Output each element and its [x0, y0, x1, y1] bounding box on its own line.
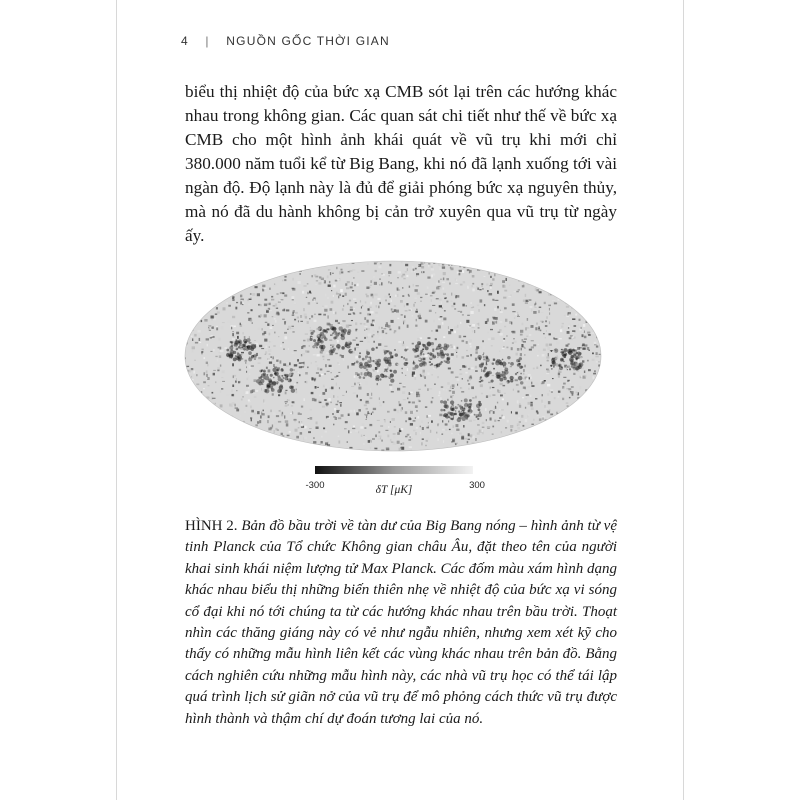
figure-cmb-map	[181, 260, 605, 510]
colorbar-axis-label: δT [μK]	[375, 484, 413, 496]
caption-text: Bản đồ bầu trời về tàn dư của Big Bang nóng – hình ảnh từ vệ tinh Planck của Tổ chức Không gian châu Âu, đặt theo tên của người khai sinh khái niệm lượng tử Max Planck. Các đốm màu xám hình dạng khác nhau biểu thị những biến thiên nhẹ về nhiệt độ của bức xạ vi sóng cổ đại khi nó tới chúng ta từ các hướng khác nhau trên bầu trời. Thoạt nhìn các thăng giáng này có vẻ như ngẫu nhiên, nhưng xem xét kỹ cho thấy có những mẫu hình liên kết các vùng khác nhau trên bản đồ. Bằng cách nghiên cứu những mẫu hình này, các nhà vũ trụ học có thể tái lập quá trình lịch sử giãn nở của vũ trụ để mô phỏng cách thức vũ trụ được hình thành và thậm chí dự đoán tương lai của nó.	[185, 518, 617, 727]
body-text	[185, 80, 617, 248]
running-title: NGUỒN GỐC THỜI GIAN	[226, 34, 390, 48]
page-number: 4	[181, 34, 189, 48]
header-separator: |	[205, 34, 210, 48]
caption-label: HÌNH 2.	[185, 518, 238, 534]
figure-caption	[185, 516, 617, 730]
cmb-sky-map	[181, 260, 605, 510]
body-paragraph: biểu thị nhiệt độ của bức xạ CMB sót lại trên các hướng khác nhau trong không gian. Các quan sát chi tiết như thế về bức xạ CMB cho một hình ảnh khái quát về vũ trụ khi mới chỉ 380.000 năm tuổi kể từ Big Bang, khi nó đã lạnh xuống tới vài ngàn độ. Độ lạnh này là đủ để giải phóng bức xạ nguyên thủy, mà nó đã du hành không bị cản trở xuyên qua vũ trụ từ ngày ấy.	[185, 82, 617, 245]
book-page	[116, 0, 684, 800]
colorbar-min-label: -300	[305, 480, 325, 491]
colorbar	[315, 466, 473, 474]
colorbar-max-label: 300	[469, 480, 485, 491]
running-header	[181, 34, 390, 48]
